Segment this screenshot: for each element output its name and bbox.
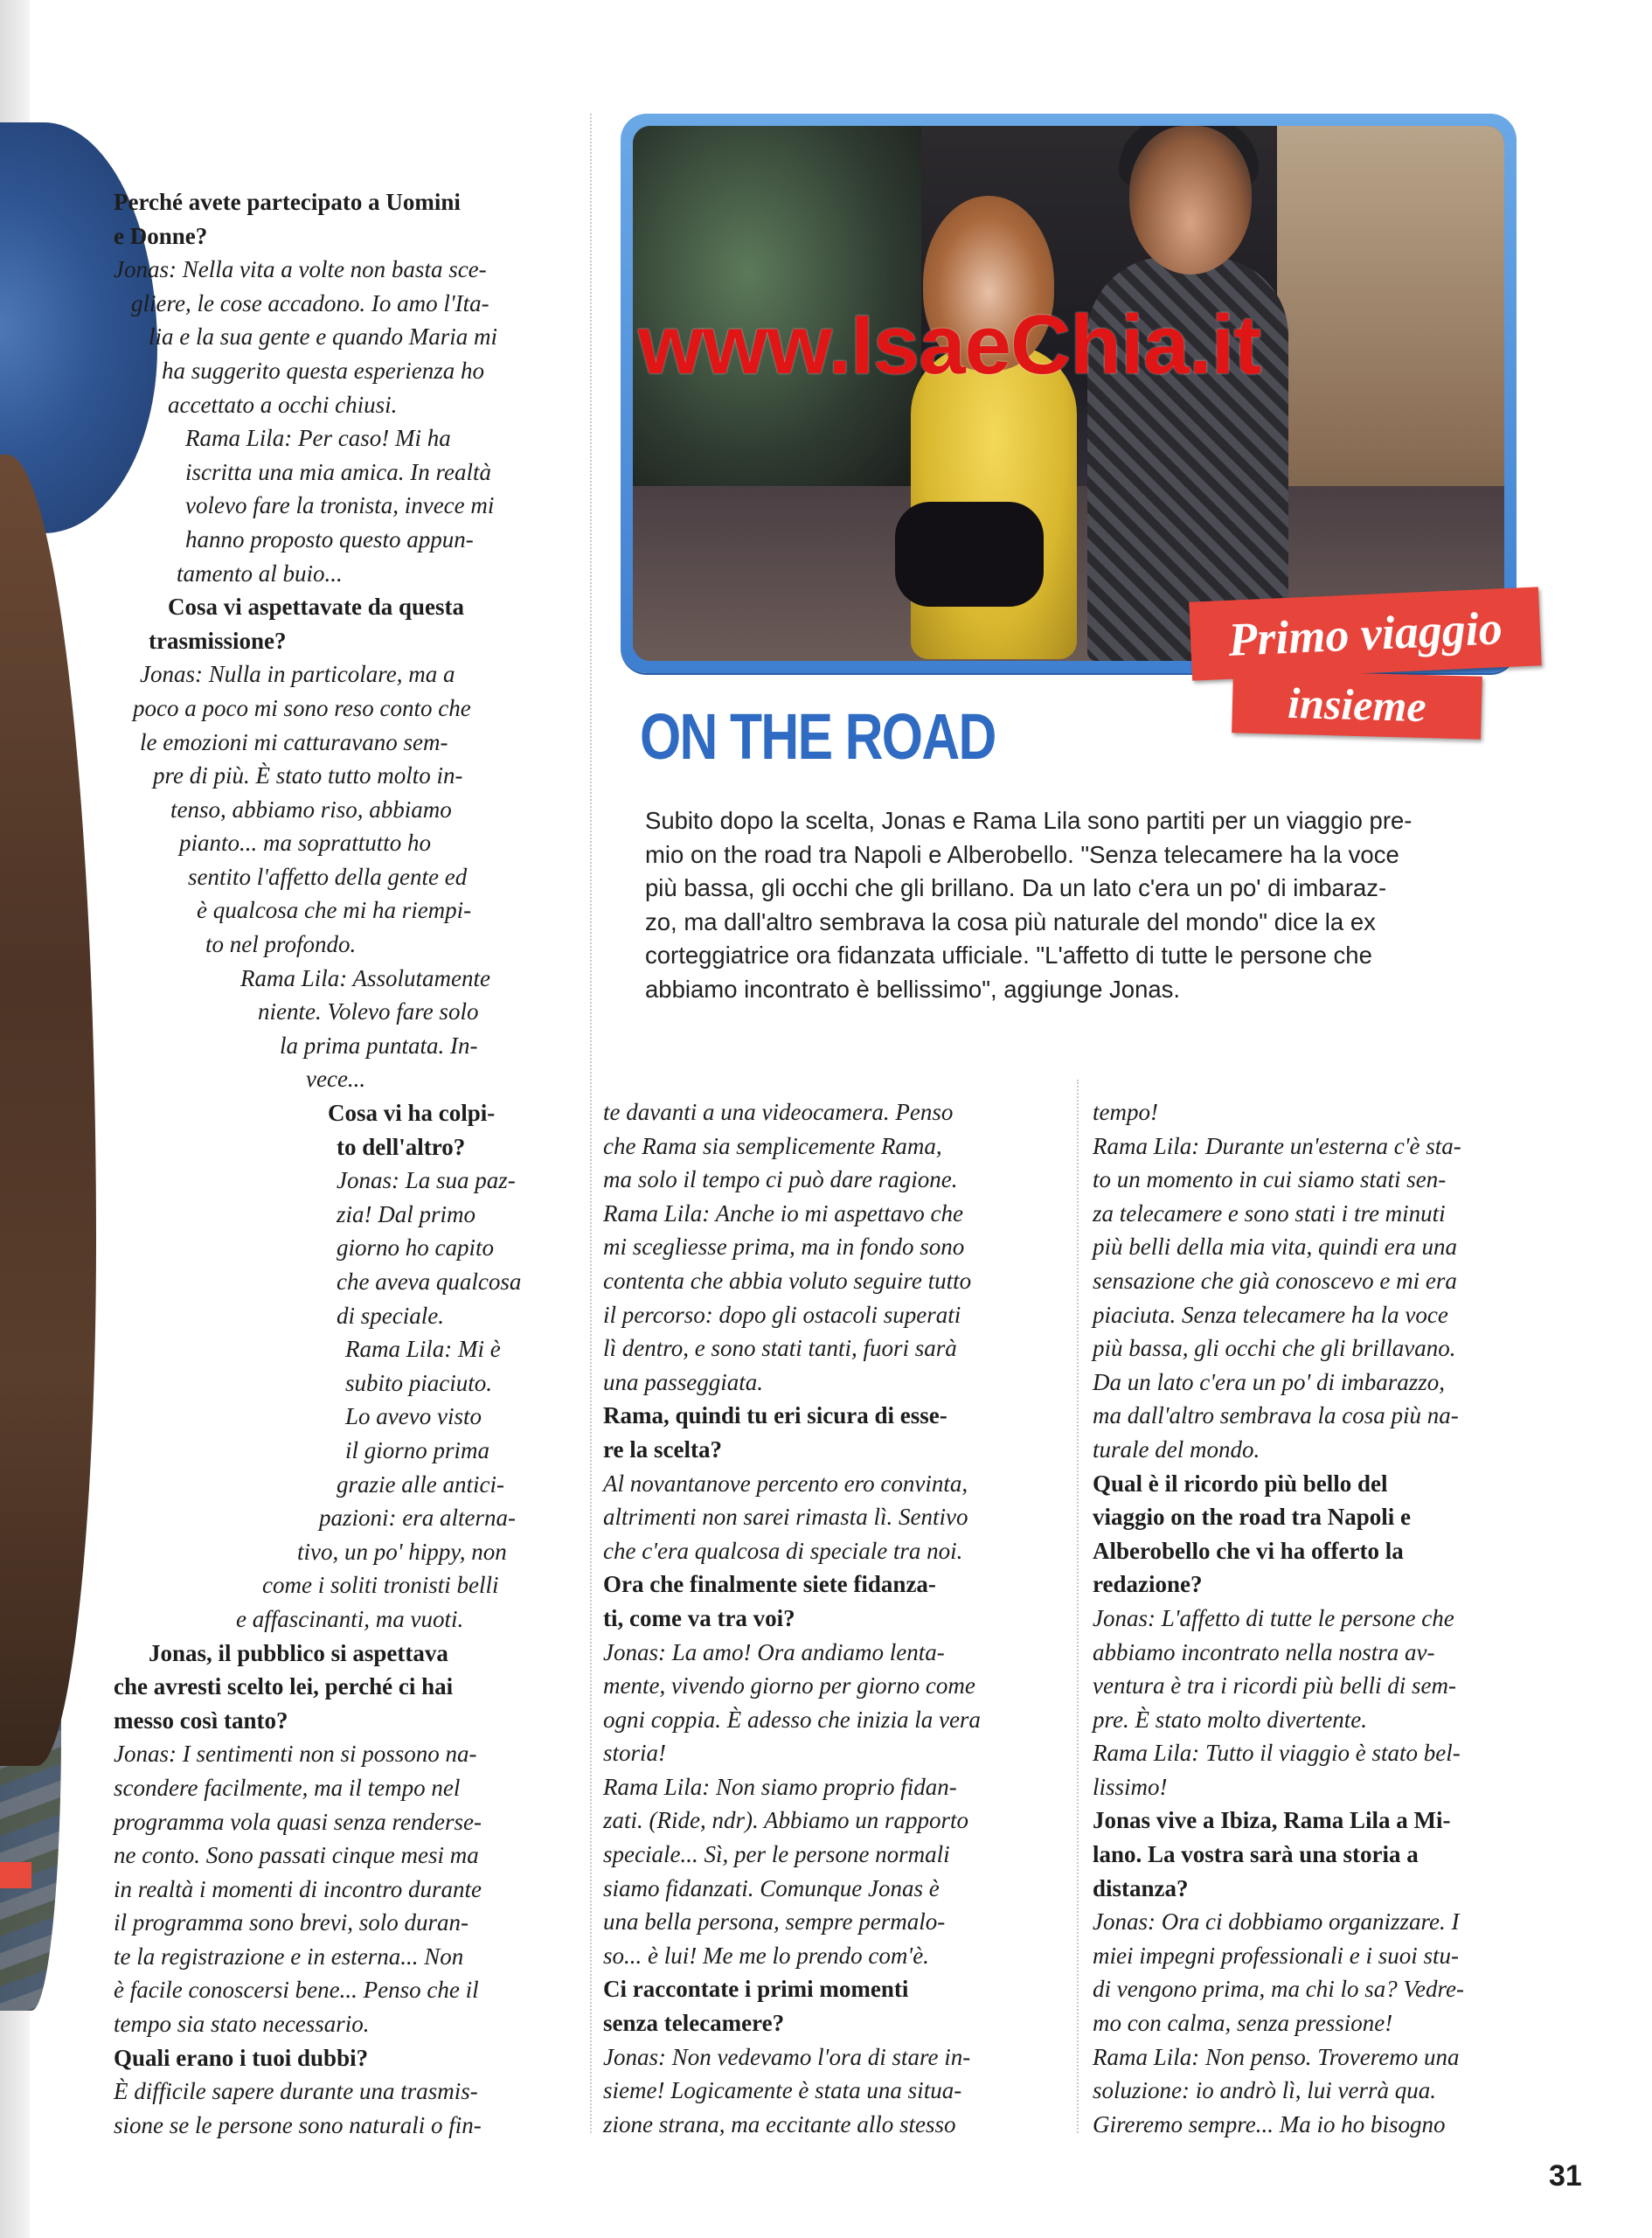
answer-line: Da un lato c'era un po' di imbarazzo, xyxy=(1093,1368,1446,1395)
answer-line: Jonas: La sua paz- xyxy=(337,1167,516,1194)
section-headline: ON THE ROAD xyxy=(640,700,996,773)
caption-tag-line2: insieme xyxy=(1232,670,1482,739)
answer-line: piaciuta. Senza telecamere ha la voce xyxy=(1093,1301,1448,1328)
answer-line: scondere facilmente, ma il tempo nel xyxy=(114,1774,461,1801)
couple-photo-frame xyxy=(621,114,1517,673)
answer-line: pianto... ma soprattutto ho xyxy=(179,830,432,857)
question-line: Jonas, il pubblico si aspettava xyxy=(149,1639,448,1666)
answer-line: storia! xyxy=(603,1740,667,1767)
answer-line: zia! Dal primo xyxy=(337,1200,476,1227)
answer-line: poco a poco mi sono reso conto che xyxy=(133,694,471,721)
answer-line: vece... xyxy=(306,1066,366,1093)
answer-line: sensazione che già conoscevo e mi era xyxy=(1093,1267,1457,1294)
answer-line: lia e la sua gente e quando Maria mi xyxy=(149,323,497,351)
answer-line: Rama Lila: Anche io mi aspettavo che xyxy=(603,1199,963,1227)
intro-line: Subito dopo la scelta, Jonas e Rama Lila sono partiti per un viaggio pre- xyxy=(645,807,1413,834)
answer-line: Rama Lila: Mi è xyxy=(345,1336,501,1363)
answer-line: come i soliti tronisti belli xyxy=(262,1572,499,1599)
answer-line: Lo avevo visto xyxy=(345,1403,482,1430)
question-line: re la scelta? xyxy=(603,1435,722,1463)
answer-line: hanno proposto questo appun- xyxy=(185,525,474,553)
answer-line: in realtà i momenti di incontro durante xyxy=(114,1875,482,1902)
answer-line: sentito l'affetto della gente ed xyxy=(188,863,468,890)
question-line: viaggio on the road tra Napoli e xyxy=(1093,1504,1411,1531)
answer-line: pre di più. È stato tutto molto in- xyxy=(153,762,463,789)
intro-line: corteggiatrice ora fidanzata ufficiale. "L'affetto di tutte le persone che xyxy=(645,942,1372,969)
answer-line: Jonas: Non vedevamo l'ora di stare in- xyxy=(603,2043,971,2070)
article-column-3 xyxy=(1093,1095,1549,2141)
question-line: redazione? xyxy=(1093,1571,1203,1598)
answer-line: di vengono prima, ma chi lo sa? Vedre- xyxy=(1093,1976,1464,2003)
question-line: Ci raccontate i primi momenti xyxy=(603,1976,909,2003)
photo-man-face xyxy=(1129,126,1252,275)
answer-line: te davanti a una videocamera. Penso xyxy=(603,1099,954,1125)
answer-line: ha suggerito questa esperienza ho xyxy=(162,357,484,384)
answer-line: sieme! Logicamente è stata una situa- xyxy=(603,2077,962,2104)
intro-line: più bassa, gli occhi che gli brillano. Da un lato c'era un po' di imbaraz- xyxy=(645,874,1387,901)
question-line: trasmissione? xyxy=(149,627,287,654)
question-line: Alberobello che vi ha offerto la xyxy=(1093,1537,1404,1564)
answer-line: pazioni: era alterna- xyxy=(319,1505,516,1532)
intro-line: abbiamo incontrato è bellissimo", aggiunge Jonas. xyxy=(645,975,1181,1003)
answer-line: Al novantanove percento ero convinta, xyxy=(603,1470,968,1497)
answer-line: tenso, abbiamo riso, abbiamo xyxy=(170,796,452,823)
hair-image xyxy=(0,455,96,1766)
answer-line: la prima puntata. In- xyxy=(280,1032,478,1059)
answer-line: so... è lui! Me me lo prendo com'è. xyxy=(603,1942,929,1969)
answer-line: è facile conoscersi bene... Penso che il xyxy=(114,1977,479,2004)
answer-line: Jonas: Nella vita a volte non basta sce- xyxy=(114,256,487,283)
answer-line: e affascinanti, ma vuoti. xyxy=(236,1605,464,1632)
question-line: lano. La vostra sarà una storia a xyxy=(1093,1841,1419,1868)
answer-line: il programma sono brevi, solo duran- xyxy=(114,1909,469,1936)
answer-line: più bassa, gli occhi che gli brillavano. xyxy=(1093,1335,1456,1362)
answer-line: Gireremo sempre... Ma io ho bisogno xyxy=(1093,2110,1446,2137)
answer-line: una bella persona, sempre permalo- xyxy=(603,1908,946,1936)
answer-line: le emozioni mi catturavano sem- xyxy=(140,728,448,755)
answer-line: ne conto. Sono passati cinque mesi ma xyxy=(114,1842,479,1869)
column-divider-1 xyxy=(590,114,592,2133)
answer-line: lì dentro, e sono stati tanti, fuori sarà xyxy=(603,1335,957,1362)
answer-line: Rama Lila: Per caso! Mi ha xyxy=(185,425,451,452)
question-line: Quali erano i tuoi dubbi? xyxy=(114,2044,369,2071)
article-column-2 xyxy=(603,1095,1058,2141)
answer-line: Jonas: Ora ci dobbiamo organizzare. I xyxy=(1093,1908,1460,1936)
answer-line: Rama Lila: Non penso. Troveremo una xyxy=(1093,2043,1460,2070)
answer-line: tamento al buio... xyxy=(177,560,343,587)
answer-line: to un momento in cui siamo stati sen- xyxy=(1093,1166,1447,1193)
answer-line: tempo sia stato necessario. xyxy=(114,2011,370,2038)
answer-line: zione strana, ma eccitante allo stesso xyxy=(603,2110,956,2137)
intro-paragraph xyxy=(645,804,1484,1006)
answer-line: mente, vivendo giorno per giorno come xyxy=(603,1672,975,1699)
question-line: to dell'altro? xyxy=(337,1133,466,1160)
answer-line: ventura è tra i ricordi più belli di sem- xyxy=(1093,1672,1456,1699)
couple-photo xyxy=(633,126,1504,661)
answer-line: to nel profondo. xyxy=(205,931,357,958)
answer-line: miei impegni professionali e i suoi stu- xyxy=(1093,1942,1459,1969)
question-line: distanza? xyxy=(1093,1874,1189,1901)
question-line: Cosa vi ha colpi- xyxy=(328,1100,496,1127)
answer-line: programma vola quasi senza renderse- xyxy=(114,1808,482,1835)
answer-line: il percorso: dopo gli ostacoli superati xyxy=(603,1301,961,1328)
watermark: www.IsaeChia.it xyxy=(638,298,1261,392)
answer-line: tempo! xyxy=(1093,1099,1158,1125)
answer-line: Jonas: L'affetto di tutte le persone che xyxy=(1093,1604,1454,1631)
answer-line: te la registrazione e in esterna... Non xyxy=(114,1943,464,1970)
question-line: Jonas vive a Ibiza, Rama Lila a Mi- xyxy=(1093,1807,1451,1834)
answer-line: di speciale. xyxy=(337,1302,444,1329)
intro-line: zo, ma dall'altro sembrava la cosa più naturale del mondo" dice la ex xyxy=(645,907,1376,935)
question-line: che avresti scelto lei, perché ci hai xyxy=(114,1673,454,1700)
answer-line: È difficile sapere durante una trasmis- xyxy=(114,2078,478,2105)
answer-line: zati. (Ride, ndr). Abbiamo un rapporto xyxy=(603,1807,968,1834)
question-line: messo così tanto? xyxy=(114,1706,288,1734)
column-divider-2 xyxy=(1077,1080,1079,2133)
question-line: Perché avete partecipato a Uomini xyxy=(114,189,461,215)
answer-line: ogni coppia. È adesso che inizia la vera xyxy=(603,1706,981,1733)
answer-line: Rama Lila: Tutto il viaggio è stato bel- xyxy=(1093,1740,1461,1767)
question-line: Rama, quindi tu eri sicura di esse- xyxy=(603,1402,947,1429)
answer-line: più belli della mia vita, quindi era una xyxy=(1093,1234,1457,1261)
answer-line: za telecamere e sono stati i tre minuti xyxy=(1093,1199,1446,1227)
answer-line: Jonas: Nulla in particolare, ma a xyxy=(140,661,455,688)
answer-line: abbiamo incontrato nella nostra av- xyxy=(1093,1638,1435,1665)
answer-line: giorno ho capito xyxy=(337,1234,494,1261)
answer-line: accettato a occhi chiusi. xyxy=(168,391,398,418)
answer-line: niente. Volevo fare solo xyxy=(258,998,479,1025)
answer-line: Rama Lila: Assolutamente xyxy=(240,964,490,991)
answer-line: mi scegliesse prima, ma in fondo sono xyxy=(603,1234,965,1261)
answer-line: sione se le persone sono naturali o fin- xyxy=(114,2111,482,2138)
answer-line: Jonas: La amo! Ora andiamo lenta- xyxy=(603,1638,945,1665)
answer-line: speciale... Sì, per le persone normali xyxy=(603,1841,950,1868)
question-line: ti, come va tra voi? xyxy=(603,1604,795,1631)
answer-line: iscritta una mia amica. In realtà xyxy=(185,458,491,485)
answer-line: il giorno prima xyxy=(345,1436,490,1463)
intro-line: mio on the road tra Napoli e Alberobello. "Senza telecamere ha la voce xyxy=(645,840,1399,868)
answer-line: gliere, le cose accadono. Io amo l'Ita- xyxy=(131,289,489,316)
answer-line: che Rama sia semplicemente Rama, xyxy=(603,1132,942,1159)
answer-line: è qualcosa che mi ha riempi- xyxy=(197,897,472,924)
article-column-1 xyxy=(114,185,568,2142)
answer-line: pre. È stato molto divertente. xyxy=(1093,1706,1367,1733)
answer-line: ma solo il tempo ci può dare ragione. xyxy=(603,1166,958,1193)
answer-line: Jonas: I sentimenti non si possono na- xyxy=(114,1741,477,1768)
photo-bag xyxy=(895,502,1044,607)
answer-line: che c'era qualcosa di speciale tra noi. xyxy=(603,1537,963,1564)
question-line: Qual è il ricordo più bello del xyxy=(1093,1470,1388,1497)
answer-line: Rama Lila: Non siamo proprio fidan- xyxy=(603,1773,957,1800)
answer-line: soluzione: io andrò lì, lui verrà qua. xyxy=(1093,2077,1436,2104)
answer-line: che aveva qualcosa xyxy=(337,1268,522,1295)
red-edge-marker xyxy=(0,1862,31,1888)
caption-tag-line1: Primo viaggio xyxy=(1189,587,1542,680)
answer-line: mo con calma, senza pressione! xyxy=(1093,2010,1393,2037)
answer-line: contenta che abbia voluto seguire tutto xyxy=(603,1267,972,1294)
question-line: Ora che finalmente siete fidanza- xyxy=(603,1571,936,1598)
page-number: 31 xyxy=(1549,2159,1582,2193)
answer-line: subito piaciuto. xyxy=(345,1369,492,1396)
answer-line: altrimenti non sarei rimasta lì. Sentivo xyxy=(603,1504,968,1531)
answer-line: siamo fidanzati. Comunque Jonas è xyxy=(603,1874,940,1901)
answer-line: grazie alle antici- xyxy=(337,1470,504,1498)
answer-line: lissimo! xyxy=(1093,1773,1168,1800)
answer-line: Rama Lila: Durante un'esterna c'è sta- xyxy=(1093,1132,1461,1159)
answer-line: una passeggiata. xyxy=(603,1368,764,1395)
answer-line: ma dall'altro sembrava la cosa più na- xyxy=(1093,1402,1459,1429)
answer-line: turale del mondo. xyxy=(1093,1435,1260,1463)
question-line: e Donne? xyxy=(114,222,208,249)
question-line: senza telecamere? xyxy=(603,2010,785,2037)
question-line: Cosa vi aspettavate da questa xyxy=(168,594,465,621)
answer-line: tivo, un po' hippy, non xyxy=(297,1538,507,1565)
answer-line: volevo fare la tronista, invece mi xyxy=(185,492,495,519)
